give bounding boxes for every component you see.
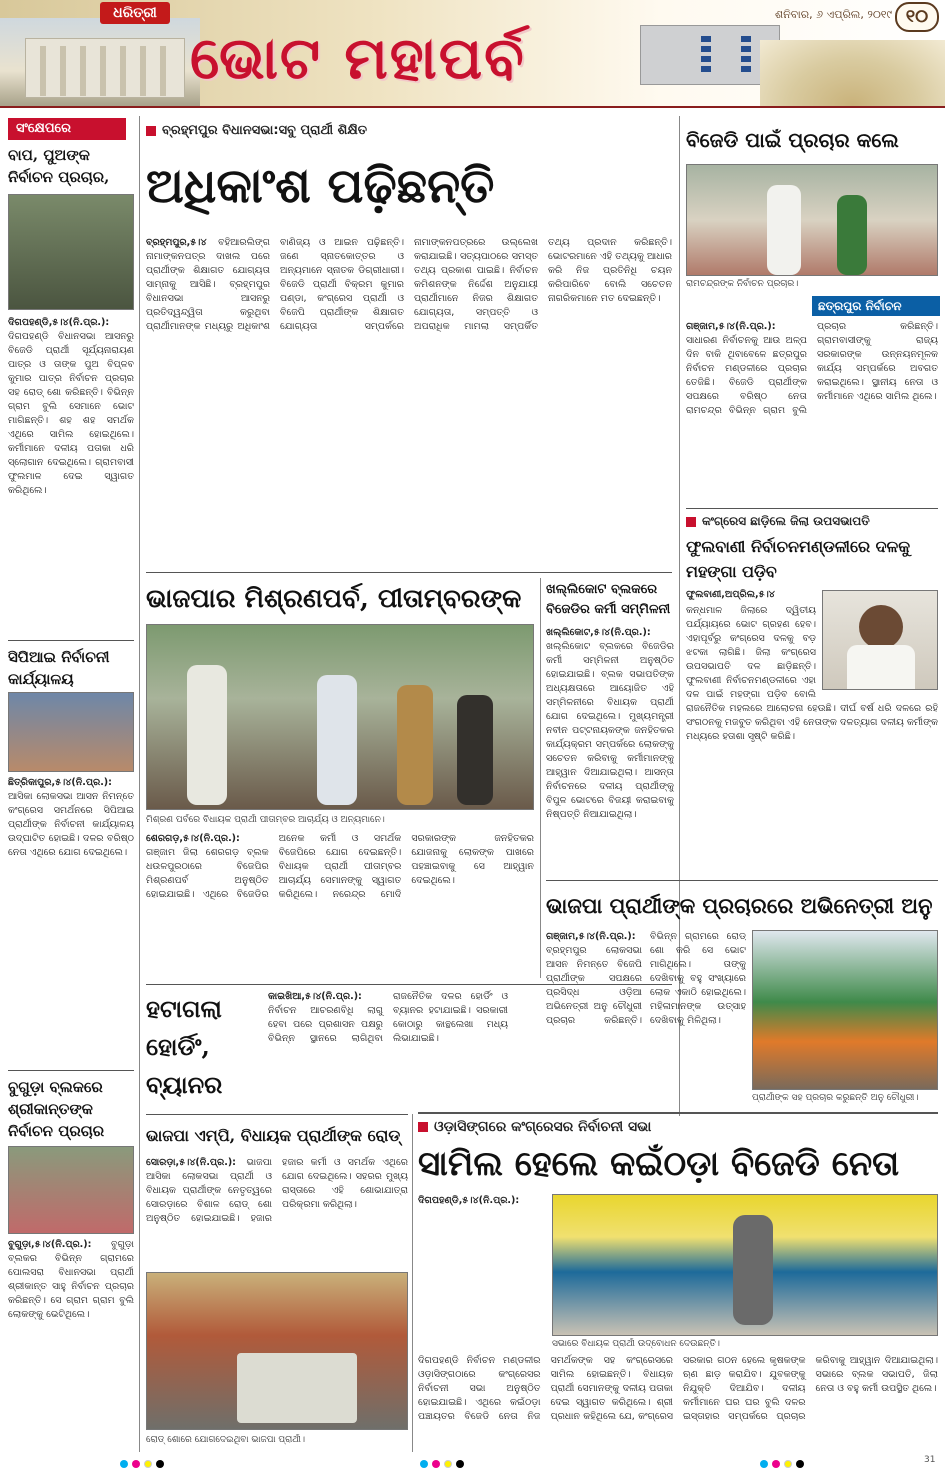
mishran-body bbox=[146, 832, 534, 982]
left-story3-dateline: ବୁଗୁଡ଼ା,୫।୪(ନି.ପ୍ର.): bbox=[8, 1239, 92, 1250]
chhatrapur-box-label: ଛତ୍ରପୁର ନିର୍ବାଚନ bbox=[812, 296, 940, 316]
left-story1-text: ଦିଗପହଣ୍ଡି ବିଧାନସଭା ଆସନରୁ ବିଜେଡି ପ୍ରାର୍ଥୀ ସୂର୍ଯ୍ୟନାରାୟଣ ପାତ୍ର ଓ ତାଙ୍କ ପୁଅ ବିପ୍ଳବ କୁମାର ପାତ୍ର ନିର୍ବାଚନ ପ୍ରଚାର ସହ ରୋଡ୍ ଶୋ କରିଛନ୍ତି। ବିଭିନ୍ନ ଗ୍ରାମ ବୁଲି ସେମାନେ ଭୋଟ ମାଗିଛନ୍ତି। ଶହ ଶହ ସମର୍ଥକ ଏଥିରେ ସାମିଲ ହୋଇଥିଲେ। କର୍ମୀମାନେ ଦଳୀୟ ପତାକା ଧରି ସ୍ଲୋଗାନ ଦେଇଥିଲେ। ଗ୍ରାମବାସୀ ଫୁଲମାଳ ଦେଇ ସ୍ୱାଗତ କରିଥିଲେ। bbox=[8, 331, 134, 496]
anu-body bbox=[546, 930, 746, 1106]
masthead bbox=[0, 0, 945, 108]
divider bbox=[686, 508, 938, 509]
newspaper-logo: ଧରିତ୍ରୀ bbox=[100, 2, 170, 24]
bottom-lead-col bbox=[418, 1210, 548, 1350]
mishran-text: ଗଞ୍ଜାମ ଜିଲା ଶେରଗଡ଼ ବ୍ଲକ ଧଉଳପୁରଠାରେ ବିଜେପିର ମିଶ୍ରଣପର୍ବ ଅନୁଷ୍ଠିତ ହୋଇଯାଇଛି। ଏଥିରେ ବିଜେଡିର ଅନେକ କର୍ମୀ ଓ ସମର୍ଥକ ବିଜେପିରେ ଯୋଗ ଦେଇଛନ୍ତି। ବିଧାୟକ ପ୍ରାର୍ଥୀ ପୀତାମ୍ବର ଆଚାର୍ଯ୍ୟ ସେମାନଙ୍କୁ ସ୍ୱାଗତ କରିଥିଲେ। ନରେନ୍ଦ୍ର ମୋଦି ସରକାରଙ୍କ ଜନହିତକର ଯୋଜନାକୁ ଲୋକଙ୍କ ପାଖରେ ପହଞ୍ଚାଇବାକୁ ସେ ଆହ୍ୱାନ ଦେଇଥିଲେ। bbox=[146, 833, 534, 900]
bottom-kicker bbox=[418, 1118, 938, 1138]
khallikote-dateline: ଖଲ୍ଲିକୋଟ,୫।୪(ନି.ପ୍ର.): bbox=[546, 627, 651, 638]
left-story1-headline: ବାପ, ପୁଅଙ୍କ ନିର୍ବାଚନ ପ୍ରଚାର, bbox=[8, 146, 110, 186]
fulbani-text: କନ୍ଧମାଳ ଜିଲାରେ ଦ୍ୱିତୀୟ ପର୍ଯ୍ୟାୟରେ ଭୋଟ ଗ୍ରହଣ ହେବ। ଏହାପୂର୍ବରୁ କଂଗ୍ରେସ ଦଳକୁ ବଡ଼ ଝଟକା ଲାଗିଛି। ଜିଲା କଂଗ୍ରେସ ଉପସଭାପତି ଦଳ ଛାଡ଼ିଛନ୍ତି। ଫୁଲବାଣୀ ନିର୍ବାଚନମଣ୍ଡଳୀରେ ଏହା ଦଳ ପାଇଁ ମହଙ୍ଗା ପଡ଼ିବ ବୋଲି ରାଜନୈତିକ ମହଲରେ ଆଲୋଚନା ହେଉଛି। ଦୀର୍ଘ ବର୍ଷ ଧରି ଦଳରେ ରହି ସଂଗଠନକୁ ମଜବୁତ କରିଥିବା ଏହି ନେତାଙ୍କ ଦଳତ୍ୟାଗ ଦଳୀୟ କର୍ମୀଙ୍କ ମଧ୍ୟରେ ହତାଶା ସୃଷ୍ଟି କରିଛି। bbox=[686, 605, 938, 742]
divider bbox=[146, 572, 672, 573]
left-story1-dateline: ଦିଗପହଣ୍ଡି,୫।୪(ନି.ପ୍ର.): bbox=[8, 317, 110, 328]
fulbani-kicker bbox=[686, 512, 938, 532]
anu-photo bbox=[752, 930, 938, 1090]
fulbani-kicker-text: କଂଗ୍ରେସ ଛାଡ଼ିଲେ ଜିଲା ଉପସଭାପତି bbox=[702, 514, 870, 528]
fulbani-headline: ଫୁଲବାଣୀ ନିର୍ବାଚନମଣ୍ଡଳୀରେ ଦଳକୁ ମହଙ୍ଗା ପଡ଼ିବ bbox=[686, 537, 911, 581]
hoarding-body bbox=[268, 990, 508, 1108]
ramachandra-caption: ରାମଚନ୍ଦ୍ରଙ୍କ ନିର୍ବାଚନ ପ୍ରଚାର। bbox=[686, 279, 799, 289]
evm-machine-image bbox=[640, 25, 780, 85]
left-story3-headline: ବୁଗୁଡ଼ା ବ୍ଲକରେ ଶ୍ରୀକାନ୍ତଙ୍କ ନିର୍ବାଚନ ପ୍ରଚାର bbox=[8, 1078, 105, 1140]
print-registration-marks bbox=[0, 1455, 945, 1472]
roadshow-photo bbox=[146, 1272, 408, 1430]
ramachandra-photo bbox=[686, 164, 938, 276]
page-number: ୧୦ bbox=[895, 2, 939, 32]
center-kicker bbox=[146, 122, 666, 142]
ramachandra-text: ସାଧାରଣ ନିର୍ବାଚନକୁ ଆଉ ଅଳ୍ପ ଦିନ ବାକି ଥିବାବେଳେ ଛତ୍ରପୁର ନିର୍ବାଚନ ମଣ୍ଡଳୀରେ ପ୍ରଚାର ତେଜିଛି। ବିଜେଡି ପ୍ରାର୍ଥୀଙ୍କ ସପକ୍ଷରେ ବରିଷ୍ଠ ନେତା ରାମଚନ୍ଦ୍ର ବିଭିନ୍ନ ଗ୍ରାମ ବୁଲି ପ୍ରଚାର କରିଛନ୍ତି। ଗ୍ରାମବାସୀଙ୍କୁ ରାଜ୍ୟ ସରକାରଙ୍କ ଉନ୍ନୟନମୂଳକ କାର୍ଯ୍ୟ ସମ୍ପର୍କରେ ଅବଗତ କରାଇଥିଲେ। ସ୍ଥାନୀୟ ନେତା ଓ କର୍ମୀମାନେ ଏଥିରେ ସାମିଲ ଥିଲେ। bbox=[686, 321, 938, 416]
fulbani-dateline: ଫୁଲବାଣୀ,ଅପ୍ରିଲ,୫।୪ bbox=[686, 589, 775, 600]
mishran-headline: ଭାଜପାର ମିଶ୍ରଣପର୍ବ, ପୀତାମ୍ବରଙ୍କ bbox=[146, 584, 522, 614]
left-story2-photo bbox=[8, 692, 134, 772]
assembly-building-photo bbox=[0, 18, 200, 106]
anu-caption: ପ୍ରାର୍ଥୀଙ୍କ ସହ ପ୍ରଚାର କରୁଛନ୍ତି ଅନୁ ଚୌଧୁରୀ। bbox=[752, 1093, 919, 1103]
ramachandra-dateline: ଗଞ୍ଜାମ,୫।୪(ନି.ପ୍ର.): bbox=[686, 321, 776, 332]
left-story3-text: ବୁଗୁଡ଼ା ବ୍ଲକର ବିଭିନ୍ନ ଗ୍ରାମରେ ପୋଲସରା ବିଧାନସଭା ପ୍ରାର୍ଥୀ ଶ୍ରୀକାନ୍ତ ସାହୁ ନିର୍ବାଚନ ପ୍ରଚାର କରିଛନ୍ତି। ସେ ଗ୍ରାମ ଗ୍ରାମ ବୁଲି ଲୋକଙ୍କୁ ଭେଟିଥିଲେ। bbox=[8, 1239, 134, 1320]
anu-text: ବ୍ରହ୍ମପୁର ଲୋକସଭା ଆସନ ନିମନ୍ତେ ବିଜେପି ପ୍ରାର୍ଥୀଙ୍କ ସପକ୍ଷରେ ପ୍ରସିଦ୍ଧ ଓଡ଼ିଆ ଅଭିନେତ୍ରୀ ଅନୁ ଚୌଧୁରୀ ପ୍ରଚାର କରିଛନ୍ତି। ବିଭିନ୍ନ ଗ୍ରାମରେ ରୋଡ୍ ଶୋ କରି ସେ ଭୋଟ ମାଗିଥିଲେ। ତାଙ୍କୁ ଦେଖିବାକୁ ବହୁ ସଂଖ୍ୟାରେ ଲୋକ ଏକାଠି ହୋଇଥିଲେ। ମହିଳାମାନଙ୍କ ଉତ୍ସାହ ଦେଖିବାକୁ ମିଳିଥିଲା। bbox=[546, 931, 746, 1026]
parliament-image bbox=[760, 40, 945, 106]
bottom-body-cols bbox=[418, 1354, 938, 1450]
center-top-dateline: ବ୍ରହ୍ମପୁର,୫।୪ bbox=[146, 237, 207, 248]
center-top-text: ବହିଆରଲିଙ୍ଗ ନାମାଙ୍କନପତ୍ର ଦାଖଲ ପରେ ପ୍ରାର୍ଥୀଙ୍କ ଶିକ୍ଷାଗତ ଯୋଗ୍ୟତା ସାମ୍ନାକୁ ଆସିଛି। ବ୍ରହ୍ମପୁର ବିଧାନସଭା ଆସନରୁ ପ୍ରତିଦ୍ୱନ୍ଦ୍ୱିତା କରୁଥିବା ପ୍ରାର୍ଥୀମାନଙ୍କ ମଧ୍ୟରୁ ଅଧିକାଂଶ ବାଣିଜ୍ୟ ଓ ଆଇନ ପଢ଼ିଛନ୍ତି। ଜଣେ ସ୍ନାତକୋତ୍ତର ଓ ଅନ୍ୟମାନେ ସ୍ନାତକ ଡିଗ୍ରୀଧାରୀ। ବିଜେଡି ପ୍ରାର୍ଥୀ ବିକ୍ରମ କୁମାର ପଣ୍ଡା, କଂଗ୍ରେସ ପ୍ରାର୍ଥୀ ଓ ବିଜେପି ପ୍ରାର୍ଥୀଙ୍କ ଶିକ୍ଷାଗତ ଯୋଗ୍ୟତା ସମ୍ପର୍କରେ ନାମାଙ୍କନପତ୍ରରେ ଉଲ୍ଲେଖ କରାଯାଇଛି। ସତ୍ୟପାଠରେ ସମସ୍ତ ତଥ୍ୟ ପ୍ରକାଶ ପାଇଛି। ନିର୍ବାଚନ କମିଶନଙ୍କ ନିର୍ଦ୍ଦେଶ ଅନୁଯାୟୀ ପ୍ରାର୍ଥୀମାନେ ନିଜର ଶିକ୍ଷାଗତ ଯୋଗ୍ୟତା, ସମ୍ପତ୍ତି ଓ ଅପରାଧିକ ମାମଲା ସମ୍ପର୍କିତ ତଥ୍ୟ ପ୍ରଦାନ କରିଛନ୍ତି। ଭୋଟରମାନେ ଏହି ତଥ୍ୟକୁ ଆଧାର କରି ନିଜ ପ୍ରତିନିଧି ଚୟନ କରିପାରିବେ ବୋଲି ସଚେତନ ନାଗରିକମାନେ ମତ ଦେଇଛନ୍ତି। bbox=[146, 237, 672, 332]
page-title: ଭୋଟ ମହାପର୍ବ bbox=[190, 24, 526, 92]
left-story2-body bbox=[8, 776, 134, 1024]
left-story1-photo bbox=[8, 194, 134, 310]
divider bbox=[146, 1114, 408, 1115]
bottom-text: ଦିଗପହଣ୍ଡି ନିର୍ବାଚନ ମଣ୍ଡଳୀର ଓଡ଼ାସିଙ୍ଗଠାରେ କଂଗ୍ରେସର ନିର୍ବାଚନୀ ସଭା ଅନୁଷ୍ଠିତ ହୋଇଯାଇଛି। ଏଥିରେ କଇଁଠଡ଼ା ପଞ୍ଚାୟତର ବିଜେଡି ନେତା ନିଜ ସମର୍ଥକଙ୍କ ସହ କଂଗ୍ରେସରେ ସାମିଲ ହୋଇଛନ୍ତି। ବିଧାୟକ ପ୍ରାର୍ଥୀ ସେମାନଙ୍କୁ ଦଳୀୟ ପତାକା ଦେଇ ସ୍ୱାଗତ କରିଥିଲେ। ଶ୍ରୀ ପ୍ରଧାନ କହିଥିଲେ ଯେ, କଂଗ୍ରେସ ସରକାର ଗଠନ ହେଲେ କୃଷକଙ୍କ ଋଣ ଛାଡ଼ କରାଯିବ। ଯୁବକଙ୍କୁ ନିଯୁକ୍ତି ଦିଆଯିବ। ଦଳୀୟ କର୍ମୀମାନେ ଘର ଘର ବୁଲି ଦଳର ଇସ୍ତାହାର ସମ୍ପର୍କରେ ପ୍ରଚାର କରିବାକୁ ଆହ୍ୱାନ ଦିଆଯାଇଥିଲା। ସଭାରେ ବ୍ଲକ ସଭାପତି, ଜିଲା ନେତା ଓ ବହୁ କର୍ମୀ ଉପସ୍ଥିତ ଥିଲେ। bbox=[418, 1355, 938, 1422]
column-rule bbox=[540, 578, 541, 978]
bottom-kicker-text: ଓଡ଼ାସିଙ୍ଗରେ କଂଗ୍ରେସର ନିର୍ବାଚନୀ ସଭା bbox=[434, 1119, 652, 1135]
roadshow-headline: ଭାଜପା ଏମ୍‌ପି, ବିଧାୟକ ପ୍ରାର୍ଥୀଙ୍କ ରୋଡ୍ bbox=[146, 1126, 401, 1145]
left-story1-body bbox=[8, 316, 134, 636]
bottom-caption: ସଭାରେ ବିଧାୟକ ପ୍ରାର୍ଥୀ ଉଦ୍‌ବୋଧନ ଦେଉଛନ୍ତି। bbox=[552, 1339, 720, 1349]
brief-section-label: ସଂକ୍ଷେପରେ bbox=[8, 118, 126, 140]
bottom-headline: ସାମିଲ ହେଲେ କଇଁଠଡ଼ା ବିଜେଡି ନେତା bbox=[418, 1144, 900, 1184]
center-headline: ଅଧିକାଂଶ ପଢ଼ିଛନ୍ତି bbox=[146, 158, 495, 214]
mishran-photo bbox=[146, 624, 534, 810]
bottom-dateline: ଦିଗପହଣ୍ଡି,୫।୪(ନି.ପ୍ର.): bbox=[418, 1195, 520, 1206]
center-top-body bbox=[146, 236, 672, 568]
divider bbox=[546, 880, 938, 881]
roadshow-caption: ରୋଡ୍ ଶୋରେ ଯୋଗଦେଇଥିବା ଭାଜପା ପ୍ରାର୍ଥୀ। bbox=[146, 1435, 305, 1445]
khallikote-text: ଖଲ୍ଲିକୋଟ ବ୍ଲକରେ ବିଜେଡିର କର୍ମୀ ସମ୍ମିଳନୀ ଅନୁଷ୍ଠିତ ହୋଇଯାଇଛି। ବ୍ଲକ ସଭାପତିଙ୍କ ଅଧ୍ୟକ୍ଷତାରେ ଆୟୋଜିତ ଏହି ସମ୍ମିଳନୀରେ ବିଧାୟକ ପ୍ରାର୍ଥୀ ଯୋଗ ଦେଇଥିଲେ। ମୁଖ୍ୟମନ୍ତ୍ରୀ ନବୀନ ପଟ୍ଟନାୟକଙ୍କ ଜନହିତକର କାର୍ଯ୍ୟକ୍ରମ ସମ୍ପର୍କରେ ଲୋକଙ୍କୁ ସଚେତନ କରିବାକୁ କର୍ମୀମାନଙ୍କୁ ଆହ୍ୱାନ ଦିଆଯାଇଥିଲା। ଆସନ୍ତା ନିର୍ବାଚନରେ ଦଳୀୟ ପ୍ରାର୍ଥୀଙ୍କୁ ବିପୁଳ ଭୋଟରେ ବିଜୟୀ କରାଇବାକୁ ନିଷ୍ପତ୍ତି ନିଆଯାଇଥିଲା। bbox=[546, 641, 674, 820]
hoarding-dateline: କାଇଖିଆ,୫।୪(ନି.ପ୍ର.): bbox=[268, 991, 362, 1002]
divider bbox=[418, 1112, 938, 1114]
left-story2-text: ଆସିକା ଲୋକସଭା ଆସନ ନିମନ୍ତେ କଂଗ୍ରେସ ସମର୍ଥନରେ ସିପିଆଇ ପ୍ରାର୍ଥୀଙ୍କ ନିର୍ବାଚନୀ କାର୍ଯ୍ୟାଳୟ ଉଦ୍‌ଘାଟିତ ହୋଇଛି। ଦଳର ବରିଷ୍ଠ ନେତା ଏଥିରେ ଯୋଗ ଦେଇଥିଲେ। bbox=[8, 791, 134, 858]
mishran-caption: ମିଶ୍ରଣ ପର୍ବରେ ବିଧାୟକ ପ୍ରାର୍ଥୀ ପୀତାମ୍ବର ଆଚାର୍ଯ୍ୟ ଓ ଅନ୍ୟମାନେ। bbox=[146, 815, 385, 825]
ramachandra-headline: ବିଜେଡି ପାଇଁ ପ୍ରଚାର କଲେ bbox=[686, 128, 899, 152]
divider bbox=[8, 640, 134, 641]
page-ref: 31 bbox=[924, 1455, 936, 1465]
center-kicker-text: ବ୍ରହ୍ମପୁର ବିଧାନସଭା:ସବୁ ପ୍ରାର୍ଥୀ ଶିକ୍ଷିତ bbox=[162, 123, 368, 138]
hoarding-text: ନିର୍ବାଚନ ଆଚରଣବିଧି ଲାଗୁ ହେବା ପରେ ପ୍ରଶାସନ ପକ୍ଷରୁ ବିଭିନ୍ନ ସ୍ଥାନରେ ଲାଗିଥିବା ରାଜନୈତିକ ଦଳର ହୋର୍ଡିଂ ଓ ବ୍ୟାନର ହଟାଯାଇଛି। ସରକାରୀ କୋଠାରୁ କାନ୍ଥଲେଖା ମଧ୍ୟ ଲିଭାଯାଇଛି। bbox=[268, 991, 508, 1044]
left-story3-body bbox=[8, 1238, 134, 1450]
fulbani-body bbox=[686, 604, 938, 872]
roadshow-text: ଭାଜପା ଆସିକା ଲୋକସଭା ପ୍ରାର୍ଥୀ ଓ ବିଧାୟକ ପ୍ରାର୍ଥୀଙ୍କ ନେତୃତ୍ୱରେ ସୋରଡ଼ାରେ ବିଶାଳ ରୋଡ୍ ଶୋ ଅନୁଷ୍ଠିତ ହୋଇଯାଇଛି। ହଜାର ହଜାର କର୍ମୀ ଓ ସମର୍ଥକ ଏଥିରେ ଯୋଗ ଦେଇଥିଲେ। ସହରର ମୁଖ୍ୟ ରାସ୍ତାରେ ଏହି ଶୋଭାଯାତ୍ରା ପରିକ୍ରମା କରିଥିଲା। bbox=[146, 1157, 408, 1224]
roadshow-dateline: ସୋରଡ଼ା,୫।୪(ନି.ପ୍ର.): bbox=[146, 1157, 236, 1168]
anu-headline: ଭାଜପା ପ୍ରାର୍ଥୀଙ୍କ ପ୍ରଚାରରେ ଅଭିନେତ୍ରୀ ଅନୁ bbox=[546, 893, 933, 918]
anu-dateline: ଗଞ୍ଜାମ,୫।୪(ନି.ପ୍ର.): bbox=[546, 931, 636, 942]
left-story3-photo bbox=[8, 1146, 134, 1234]
column-rule bbox=[139, 116, 140, 1452]
left-story2-headline: ସିପିଆଇ ନିର୍ବାଚନୀ କାର୍ଯ୍ୟାଳୟ bbox=[8, 648, 110, 688]
khallikote-headline: ଖଲ୍ଲିକୋଟ ବ୍ଲକରେ ବିଜେଡିର କର୍ମୀ ସମ୍ମିଳନୀ bbox=[546, 582, 671, 617]
divider bbox=[8, 1070, 134, 1071]
ramachandra-body bbox=[686, 320, 938, 502]
roadshow-body bbox=[146, 1156, 408, 1268]
left-story2-dateline: ଛିତ୍ରିକାପୁର,୫।୪(ନି.ପ୍ର.): bbox=[8, 777, 112, 788]
column-rule bbox=[412, 1114, 413, 1452]
mishran-dateline: ଶେରଗଡ଼,୫।୪(ନି.ପ୍ର.): bbox=[146, 833, 240, 844]
issue-date: ଶନିବାର, ୬ ଏପ୍ରିଲ, ୨୦୧୯ bbox=[774, 8, 892, 21]
hoarding-headline: ହଟାଗଲା ହୋର୍ଡିଂ, ବ୍ୟାନର bbox=[146, 994, 223, 1099]
